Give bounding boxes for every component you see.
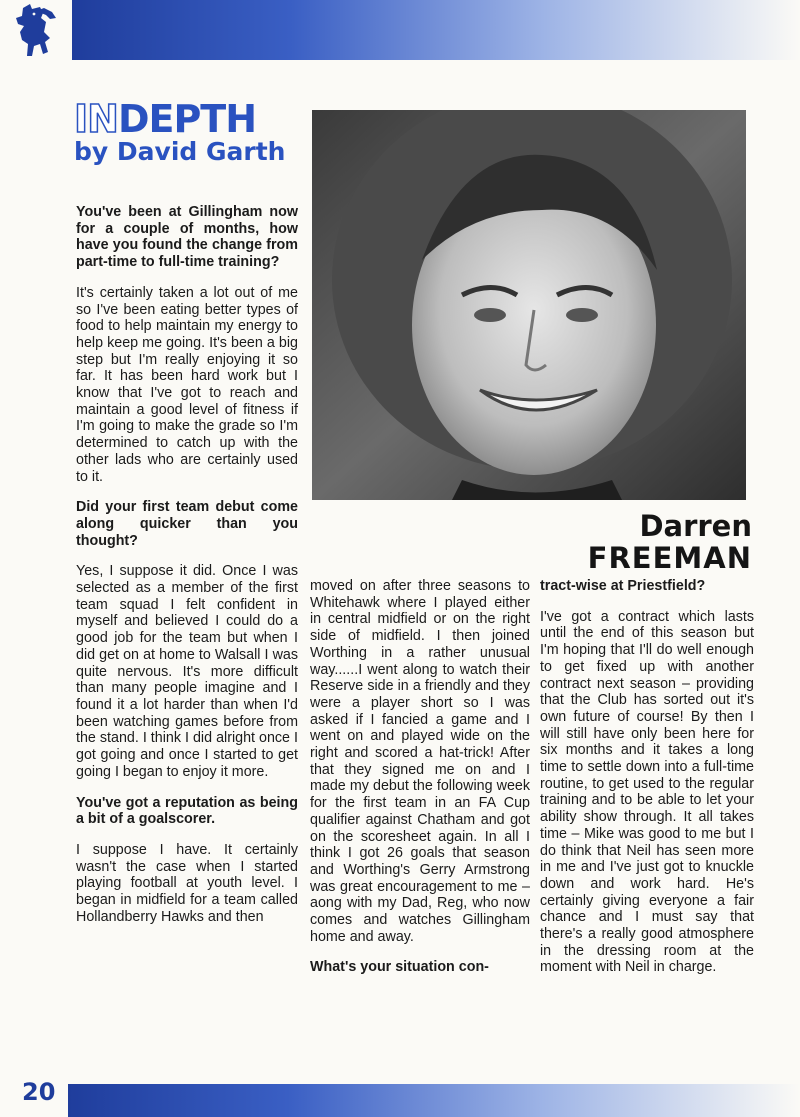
- answer-paragraph: It's certainly taken a lot out of me so I've been eating better types of food to help maintain my energy to help keep me going. It's been a big step but I'm really enjoying it so far. It has been hard work but I know that I've got to reach and maintain a good level of fitness if I'm going to make the grade so I'm determined to catch up with the other lads who are certainly used to it.: [76, 284, 298, 485]
- section-title: [74, 97, 304, 166]
- question-paragraph: Did your first team debut come along quicker than you thought?: [76, 499, 298, 549]
- question-paragraph: What's your situation con-: [310, 959, 489, 976]
- horse-crest-icon: [10, 2, 60, 58]
- answer-paragraph: I've got a contract which lasts until the end of this season but I'm hoping that I'll do well enough to get fixed up with another contract next season – providing that the Club has sorted out it's own future of course! By then I will still have only been here for six months and it takes a long time to settle down into a full-time routine, to get used to the regular training and to be able to let your ability show through. It all takes time – Mike was good to me but I do think that Neil has seen more in me and I've just got to knuckle down and work hard. He's certainly giving everyone a fair chance and I must say that there's a really good atmosphere in the dressing room at the moment with Neil in charge.: [540, 608, 754, 976]
- answer-paragraph: Yes, I suppose it did. Once I was selected as a member of the first team squad I felt confident in myself and believed I could do a good job for the team but when I did get on at home to Walsall I was quite nervous. It's more difficult than many people imagine and I found it a lot harder than when I'd been watching games before from the stand. I think I did alright once I got going and once I started to get going I began to enjoy it more.: [76, 563, 298, 780]
- header-bar: [72, 0, 800, 60]
- article-column-2: [310, 578, 530, 990]
- title-depth: DEPTH: [117, 97, 257, 141]
- question-paragraph: tract-wise at Priestfield?: [540, 578, 706, 594]
- title-in: IN: [74, 97, 118, 141]
- article-column-3: [540, 578, 754, 990]
- page-number: 20: [22, 1078, 56, 1106]
- player-first-name: Darren: [639, 509, 752, 543]
- player-name: [540, 510, 752, 574]
- byline: by David Garth: [74, 137, 286, 166]
- answer-paragraph: I suppose I have. It certainly wasn't the case when I started playing football at youth level. I began in midfield for a team called Hollandberry Hawks and then: [76, 841, 298, 925]
- player-photo: [312, 110, 746, 500]
- question-paragraph: You've got a reputation as being a bit of a goalscorer.: [76, 794, 298, 828]
- question-paragraph: You've been at Gillingham now for a couple of months, how have you found the change from part-time to full-time training?: [76, 204, 298, 271]
- answer-paragraph: moved on after three seasons to Whitehawk where I played either in central midfield or on the right side of midfield. I then joined Worthing in a rather unusual way......I went along to watch their Reserve side in a friendly and they were a player short so I was asked if I fancied a game and I went on and played wide on the right and scored a hat-trick! After that they signed me on and I made my debut the following week for the first team in an FA Cup qualifier against Chatham and got on the scoresheet again. In all I think I got 26 goals that season and Worthing's Gerry Armstrong was great encouragement to me – aong with my Dad, Reg, who now comes and watches Gillingham home and away.: [310, 578, 530, 945]
- article-column-1: [76, 204, 298, 939]
- footer-bar: [68, 1084, 800, 1117]
- player-last-name: FREEMAN: [587, 541, 752, 575]
